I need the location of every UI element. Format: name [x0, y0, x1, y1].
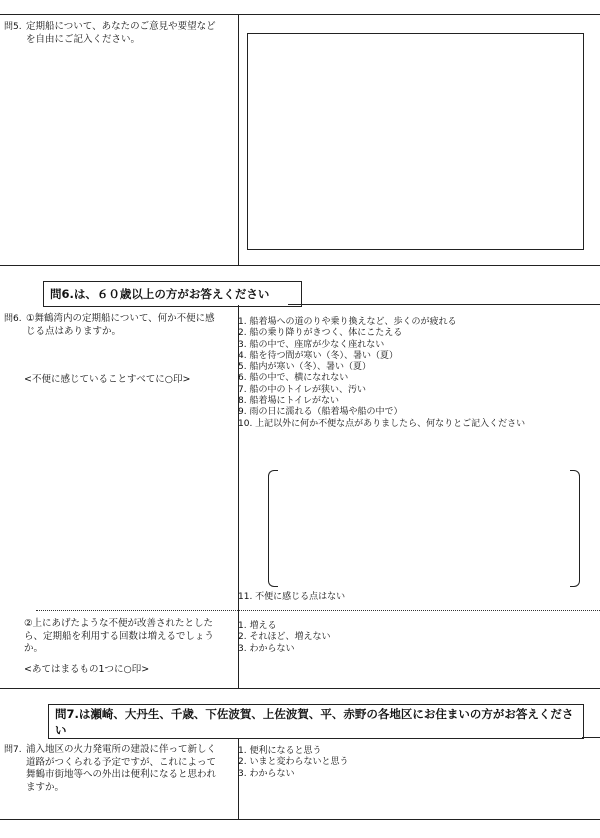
- q6-2-options: [238, 621, 330, 655]
- q7-number: 問7.: [4, 745, 22, 755]
- q6-2-option-1[interactable]: 1. 増える: [238, 621, 277, 631]
- q6-dotted-separator: [36, 610, 600, 611]
- q6-1-option-1[interactable]: 1. 船着場への道のりや乗り換えなど、歩くのが疲れる: [238, 317, 457, 327]
- q5-answer-box[interactable]: [247, 33, 584, 250]
- q6-other-bracket-right: [570, 470, 580, 587]
- q5-question: [4, 21, 232, 46]
- q7-header-rule: [582, 737, 600, 738]
- q6-1-option-7[interactable]: 7. 船の中のトイレが狭い、汚い: [238, 384, 366, 395]
- q6-1-option-3[interactable]: 3. 船の中で、座席が少なく座れない: [238, 339, 385, 350]
- q6-1-option-10[interactable]: 10. 上記以外に何か不便な点がありましたら、何なりとご記入ください: [238, 418, 526, 429]
- q6-1-option-11[interactable]: 11. 不便に感じる点はない: [238, 592, 346, 602]
- q6-1-option-11-list: [238, 592, 345, 603]
- q6-1-option-9[interactable]: 9. 雨の日に濡れる（船着場や船の中で）: [238, 407, 403, 418]
- q6-other-bracket-left: [268, 470, 278, 587]
- q7-options: [238, 746, 348, 780]
- q6-1-options: [238, 317, 525, 430]
- q7-option-1[interactable]: 1. 便利になると思う: [238, 746, 322, 756]
- q5-column-divider: [238, 14, 239, 266]
- q7-text: 浦入地区の火力発電所の建設に伴って新しく道路がつくられる予定ですが、これによって舞鶴市街地等への外出は便利になると思われますか。: [26, 744, 217, 793]
- q7-bottom-rule: [0, 819, 600, 820]
- q6-2-option-2[interactable]: 2. それほど、増えない: [238, 632, 331, 643]
- q6-2-option-3[interactable]: 3. わからない: [238, 643, 295, 654]
- q6-1-option-4[interactable]: 4. 船を待つ間が寒い（冬）、暑い（夏）: [238, 350, 398, 361]
- q5-number: 問5.: [4, 22, 22, 32]
- q7-section-header: 問7.は瀬崎、大丹生、千歳、下佐波賀、上佐波賀、平、赤野の各地区にお住まいの方がお答えください: [48, 704, 584, 739]
- q5-text: 定期船について、あなたのご意見や要望などを自由にご記入ください。: [26, 21, 216, 45]
- q6-2-question: ②上にあげたような不便が改善されたとしたら、定期船を利用する回数は増えるでしょうか。: [24, 618, 214, 654]
- q7-option-3[interactable]: 3. わからない: [238, 768, 295, 779]
- q6-1-text: ①舞鶴湾内の定期船について、何か不便に感じる点はありますか。: [26, 313, 215, 337]
- q6-number: 問6.: [4, 314, 22, 324]
- q7-question: [4, 744, 232, 794]
- q6-2-instruction: <あてはまるもの1つに○印>: [24, 664, 150, 675]
- q6-1-option-2[interactable]: 2. 船の乗り降りがきつく、体にこたえる: [238, 328, 403, 339]
- q6-other-input-area[interactable]: [278, 470, 570, 585]
- q6-1-option-8[interactable]: 8. 船着場にトイレがない: [238, 396, 339, 407]
- q6-header-rule: [288, 304, 600, 305]
- q6-1-instruction: <不便に感じていることすべてに○印>: [24, 374, 191, 385]
- q6-1-question: [4, 313, 232, 338]
- q7-option-2[interactable]: 2. いまと変わらないと思う: [238, 757, 349, 768]
- q6-bottom-rule: [0, 688, 600, 689]
- q6-1-option-5[interactable]: 5. 船内が寒い（冬）、暑い（夏）: [238, 362, 371, 373]
- q6-1-option-6[interactable]: 6. 船の中で、横になれない: [238, 373, 349, 384]
- q5-bottom-rule: [0, 265, 600, 266]
- q6-section-header: 問6.は、６０歳以上の方がお答えください: [43, 281, 302, 307]
- top-rule: [0, 14, 600, 15]
